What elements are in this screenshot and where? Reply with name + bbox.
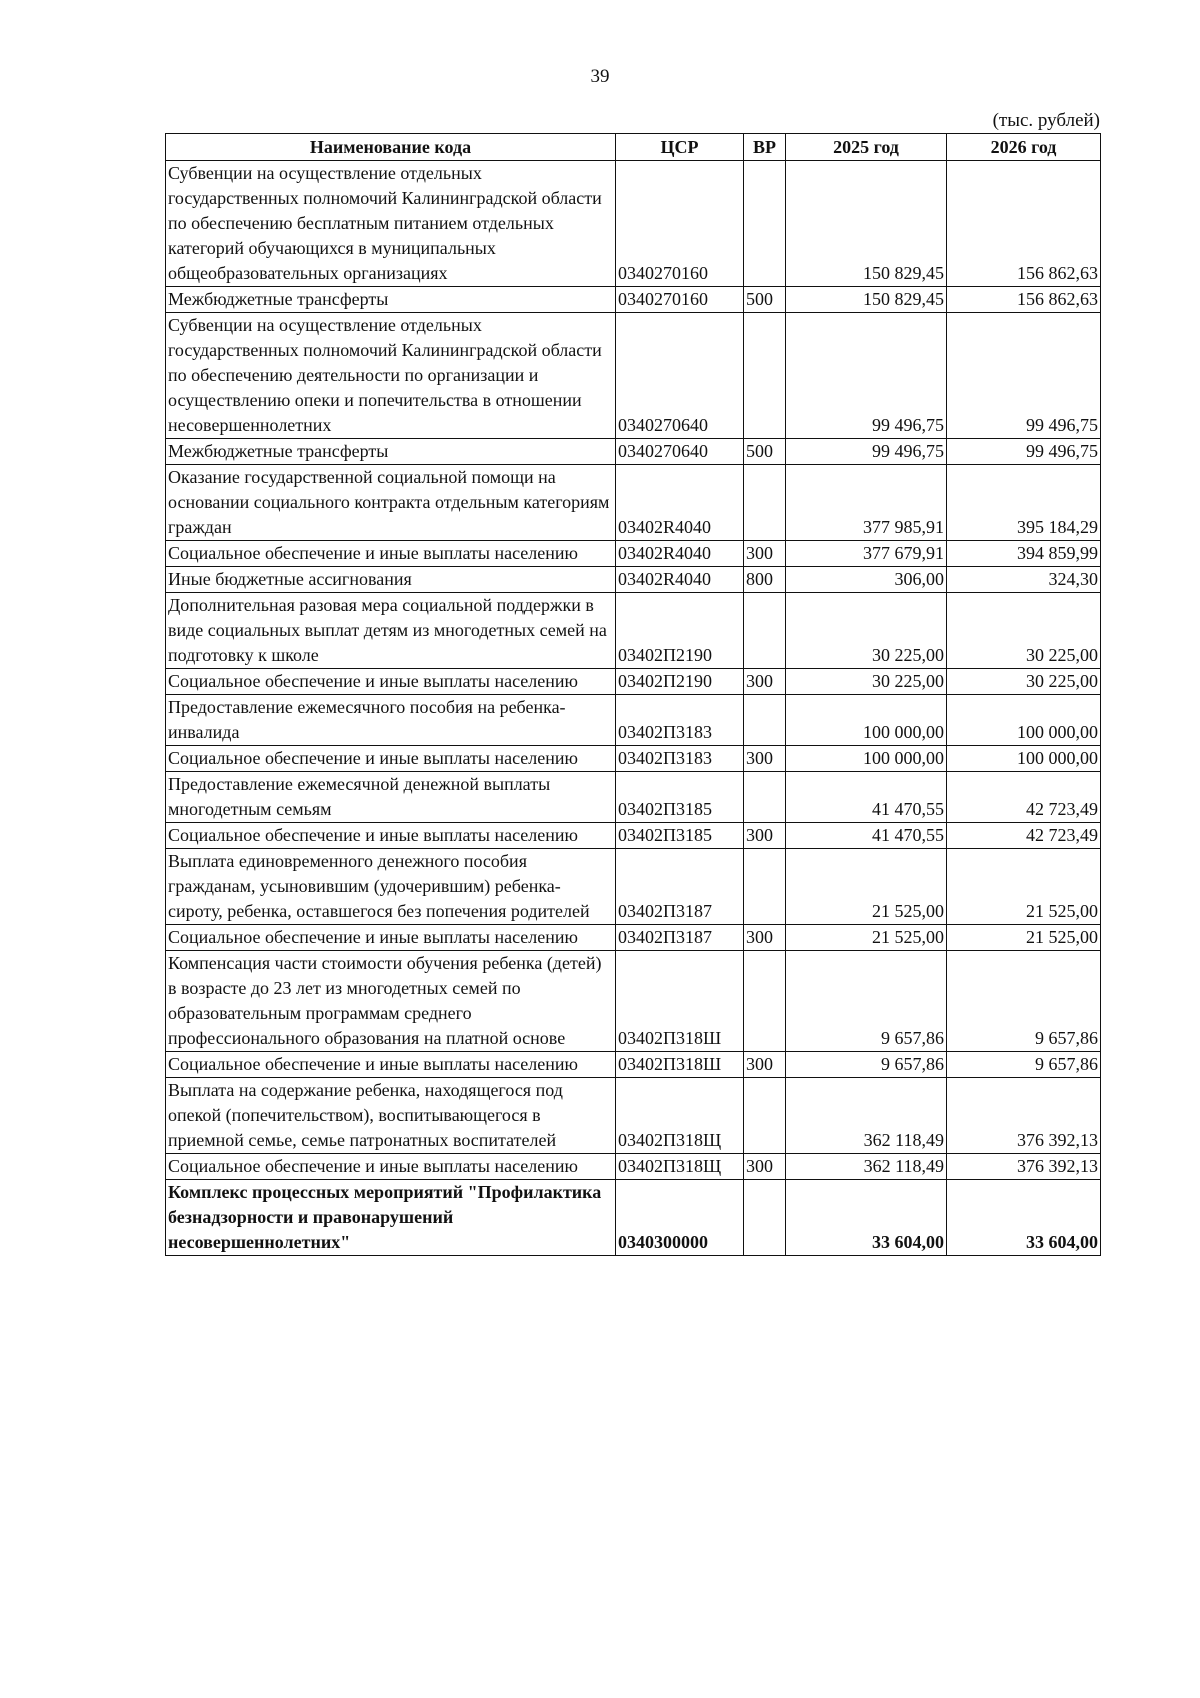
table-row	[166, 1052, 1101, 1078]
row-2025: 306,00	[786, 567, 947, 593]
table-row	[166, 287, 1101, 313]
row-csr: 0340270160	[616, 161, 744, 287]
row-csr: 03402П318Ш	[616, 951, 744, 1052]
row-2026: 9 657,86	[947, 951, 1101, 1052]
row-csr: 03402П3183	[616, 746, 744, 772]
row-vr	[744, 593, 786, 669]
table-row	[166, 1078, 1101, 1154]
row-vr: 300	[744, 669, 786, 695]
units-label: (тыс. рублей)	[992, 110, 1100, 131]
row-vr: 300	[744, 1154, 786, 1180]
row-vr	[744, 1180, 786, 1256]
table-row	[166, 951, 1101, 1052]
row-vr: 800	[744, 567, 786, 593]
table-row	[166, 593, 1101, 669]
table-row	[166, 439, 1101, 465]
row-name: Субвенции на осуществление отдельных государственных полномочий Калининградской области по обеспечению бесплатным питанием отдельных категорий обучающихся в муниципальных общеобразовательных организациях	[166, 161, 616, 287]
row-name: Дополнительная разовая мера социальной поддержки в виде социальных выплат детям из многодетных семей на подготовку к школе	[166, 593, 616, 669]
header-2026: 2026 год	[947, 134, 1101, 161]
table-row	[166, 465, 1101, 541]
row-2026: 21 525,00	[947, 925, 1101, 951]
row-2026: 376 392,13	[947, 1078, 1101, 1154]
table-header-row	[166, 134, 1101, 161]
row-csr: 0340300000	[616, 1180, 744, 1256]
row-2026: 156 862,63	[947, 287, 1101, 313]
row-csr: 03402R4040	[616, 541, 744, 567]
row-vr	[744, 161, 786, 287]
row-name: Социальное обеспечение и иные выплаты населению	[166, 746, 616, 772]
row-2026: 100 000,00	[947, 746, 1101, 772]
row-name: Социальное обеспечение и иные выплаты населению	[166, 925, 616, 951]
row-2026: 30 225,00	[947, 593, 1101, 669]
row-vr: 300	[744, 541, 786, 567]
row-2026: 100 000,00	[947, 695, 1101, 746]
row-2026: 21 525,00	[947, 849, 1101, 925]
row-name: Межбюджетные трансферты	[166, 439, 616, 465]
row-name: Субвенции на осуществление отдельных государственных полномочий Калининградской области по обеспечению деятельности по организации и осуществлению опеки и попечительства в отношении несовершеннолетних	[166, 313, 616, 439]
page-number: 39	[590, 66, 610, 87]
row-2025: 99 496,75	[786, 313, 947, 439]
row-vr	[744, 313, 786, 439]
row-2025: 41 470,55	[786, 772, 947, 823]
row-2026: 156 862,63	[947, 161, 1101, 287]
row-csr: 03402R4040	[616, 465, 744, 541]
row-2025: 21 525,00	[786, 925, 947, 951]
row-vr: 300	[744, 823, 786, 849]
row-csr: 0340270640	[616, 439, 744, 465]
row-2025: 362 118,49	[786, 1078, 947, 1154]
row-name: Выплата единовременного денежного пособия гражданам, усыновившим (удочерившим) ребенка-сироту, ребенка, оставшегося без попечения родителей	[166, 849, 616, 925]
header-csr: ЦСР	[616, 134, 744, 161]
table-row	[166, 772, 1101, 823]
row-vr: 300	[744, 1052, 786, 1078]
row-2026: 324,30	[947, 567, 1101, 593]
row-vr: 300	[744, 925, 786, 951]
row-name: Компенсация части стоимости обучения ребенка (детей) в возрасте до 23 лет из многодетных семей по образовательным программам среднего профессионального образования на платной основе	[166, 951, 616, 1052]
row-2026: 99 496,75	[947, 313, 1101, 439]
row-name: Выплата на содержание ребенка, находящегося под опекой (попечительством), воспитывающегося в приемной семье, семье патронатных воспитателей	[166, 1078, 616, 1154]
table-row	[166, 669, 1101, 695]
row-2025: 100 000,00	[786, 746, 947, 772]
row-2025: 30 225,00	[786, 593, 947, 669]
row-vr	[744, 951, 786, 1052]
table-row	[166, 695, 1101, 746]
row-vr	[744, 465, 786, 541]
row-2026: 395 184,29	[947, 465, 1101, 541]
row-2025: 21 525,00	[786, 849, 947, 925]
row-2025: 150 829,45	[786, 161, 947, 287]
row-2026: 9 657,86	[947, 1052, 1101, 1078]
row-name: Социальное обеспечение и иные выплаты населению	[166, 1154, 616, 1180]
row-2025: 377 679,91	[786, 541, 947, 567]
row-vr	[744, 1078, 786, 1154]
row-vr	[744, 772, 786, 823]
row-name: Социальное обеспечение и иные выплаты населению	[166, 823, 616, 849]
row-2025: 33 604,00	[786, 1180, 947, 1256]
row-2025: 41 470,55	[786, 823, 947, 849]
table-row-total	[166, 1180, 1101, 1256]
row-csr: 03402П2190	[616, 669, 744, 695]
row-2025: 9 657,86	[786, 1052, 947, 1078]
table-row	[166, 313, 1101, 439]
row-vr: 500	[744, 439, 786, 465]
row-name: Социальное обеспечение и иные выплаты населению	[166, 541, 616, 567]
row-csr: 03402П3187	[616, 849, 744, 925]
row-name: Межбюджетные трансферты	[166, 287, 616, 313]
row-name: Оказание государственной социальной помощи на основании социального контракта отдельным категориям граждан	[166, 465, 616, 541]
row-2025: 100 000,00	[786, 695, 947, 746]
row-csr: 03402П2190	[616, 593, 744, 669]
budget-table	[165, 133, 1101, 1256]
header-2025: 2025 год	[786, 134, 947, 161]
row-name: Предоставление ежемесячной денежной выплаты многодетным семьям	[166, 772, 616, 823]
table-row	[166, 567, 1101, 593]
row-2025: 99 496,75	[786, 439, 947, 465]
table-row	[166, 823, 1101, 849]
table-row	[166, 849, 1101, 925]
row-2025: 9 657,86	[786, 951, 947, 1052]
row-csr: 03402П3183	[616, 695, 744, 746]
row-csr: 03402П318Ш	[616, 1052, 744, 1078]
table-row	[166, 925, 1101, 951]
row-2026: 99 496,75	[947, 439, 1101, 465]
row-csr: 03402П318Щ	[616, 1078, 744, 1154]
table-row	[166, 541, 1101, 567]
row-2025: 150 829,45	[786, 287, 947, 313]
row-2025: 362 118,49	[786, 1154, 947, 1180]
row-2025: 377 985,91	[786, 465, 947, 541]
row-2025: 30 225,00	[786, 669, 947, 695]
row-name: Предоставление ежемесячного пособия на ребенка-инвалида	[166, 695, 616, 746]
row-name: Иные бюджетные ассигнования	[166, 567, 616, 593]
row-csr: 03402П3185	[616, 823, 744, 849]
row-csr: 03402R4040	[616, 567, 744, 593]
row-vr: 500	[744, 287, 786, 313]
row-csr: 03402П3185	[616, 772, 744, 823]
table-row	[166, 161, 1101, 287]
row-name: Социальное обеспечение и иные выплаты населению	[166, 1052, 616, 1078]
header-name: Наименование кода	[166, 134, 616, 161]
row-2026: 394 859,99	[947, 541, 1101, 567]
row-name: Комплекс процессных мероприятий "Профилактика безнадзорности и правонарушений несовершеннолетних"	[166, 1180, 616, 1256]
row-2026: 42 723,49	[947, 772, 1101, 823]
table-row	[166, 746, 1101, 772]
row-vr	[744, 695, 786, 746]
row-2026: 42 723,49	[947, 823, 1101, 849]
header-vr: ВР	[744, 134, 786, 161]
row-csr: 0340270160	[616, 287, 744, 313]
row-vr	[744, 849, 786, 925]
row-csr: 03402П318Щ	[616, 1154, 744, 1180]
row-2026: 33 604,00	[947, 1180, 1101, 1256]
table-row	[166, 1154, 1101, 1180]
row-vr: 300	[744, 746, 786, 772]
row-name: Социальное обеспечение и иные выплаты населению	[166, 669, 616, 695]
row-2026: 30 225,00	[947, 669, 1101, 695]
row-2026: 376 392,13	[947, 1154, 1101, 1180]
row-csr: 03402П3187	[616, 925, 744, 951]
row-csr: 0340270640	[616, 313, 744, 439]
